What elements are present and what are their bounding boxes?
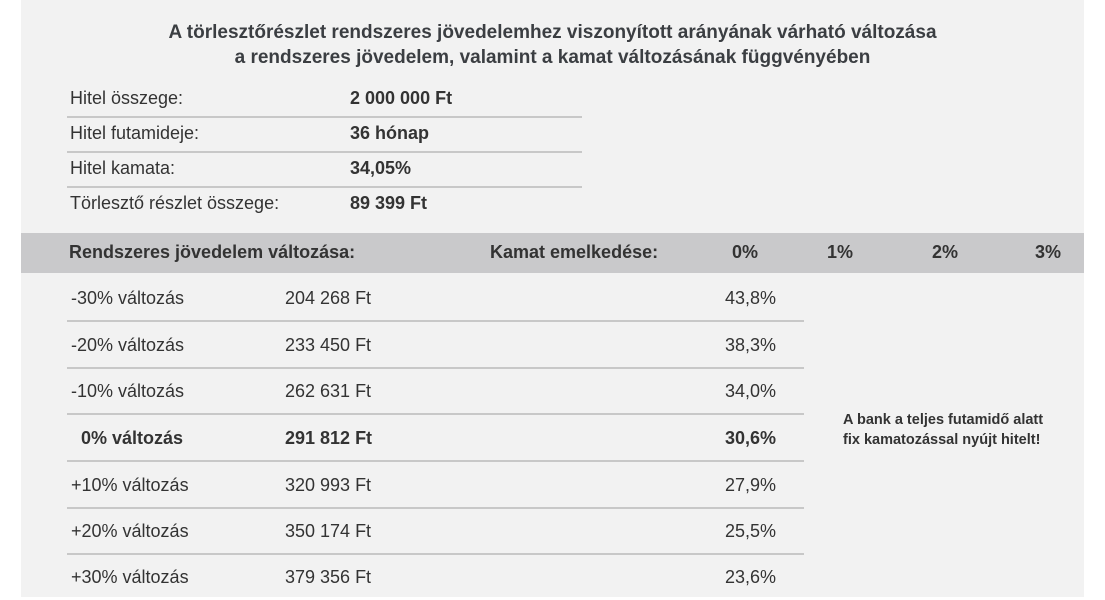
rate-1-header: 1% [827,242,854,262]
loan-term-value: 36 hónap [350,123,430,143]
loan-term-row [67,117,582,153]
table-row [67,322,804,369]
table-row [67,508,804,555]
table-row [67,275,804,322]
title-line-1: A törlesztőrészlet rendszeres jövedelemhez viszonyított arányának várható változása [168,22,937,43]
income-cell: 204 268 Ft [285,288,372,308]
table-row-baseline [67,415,804,462]
table-row [67,462,804,509]
note-line-2: fix kamatozással nyújt hitelt! [843,432,1041,448]
income-change-cell: +20% változás [71,521,189,541]
installment-row [67,187,582,221]
income-cell: 379 356 Ft [285,567,372,587]
income-change-cell: -20% változás [71,335,185,355]
ratio-cell: 27,9% [725,475,777,495]
fixed-rate-note [843,410,1073,450]
income-change-cell: +10% változás [71,475,189,495]
income-change-cell: -30% változás [71,288,185,308]
rate-increase-header: Kamat emelkedése: [490,242,659,262]
income-cell: 262 631 Ft [285,381,372,401]
ratio-cell: 30,6% [725,428,777,448]
title-line-2: a rendszeres jövedelem, valamint a kamat változásának függvényében [234,47,871,68]
table-row [67,554,804,599]
ratio-cell: 38,3% [725,335,777,355]
loan-amount-label: Hitel összege: [70,88,184,108]
income-change-cell: -10% változás [71,381,185,401]
ratio-cell: 43,8% [725,288,777,308]
income-change-cell: +30% változás [71,567,189,587]
income-cell: 320 993 Ft [285,475,372,495]
loan-rate-label: Hitel kamata: [70,158,176,178]
loan-rate-row [67,152,582,188]
income-cell: 291 812 Ft [285,428,373,448]
loan-rate-value: 34,05% [350,158,412,178]
ratio-cell: 25,5% [725,521,777,541]
installment-value: 89 399 Ft [350,193,428,213]
loan-term-label: Hitel futamideje: [70,123,200,143]
ratio-cell: 23,6% [725,567,777,587]
note-line-1: A bank a teljes futamidő alatt [843,412,1044,428]
loan-amount-value: 2 000 000 Ft [350,88,453,108]
page-title [21,20,1084,70]
income-cell: 350 174 Ft [285,521,372,541]
income-cell: 233 450 Ft [285,335,372,355]
installment-label: Törlesztő részlet összege: [70,193,280,213]
income-change-cell: 0% változás [81,428,184,448]
table-header [21,233,1084,273]
ratio-cell: 34,0% [725,381,777,401]
table-row [67,368,804,415]
rate-2-header: 2% [932,242,959,262]
rate-3-header: 3% [1035,242,1062,262]
loan-amount-row [67,82,582,118]
income-change-header: Rendszeres jövedelem változása: [69,242,356,262]
rate-0-header: 0% [732,242,759,262]
